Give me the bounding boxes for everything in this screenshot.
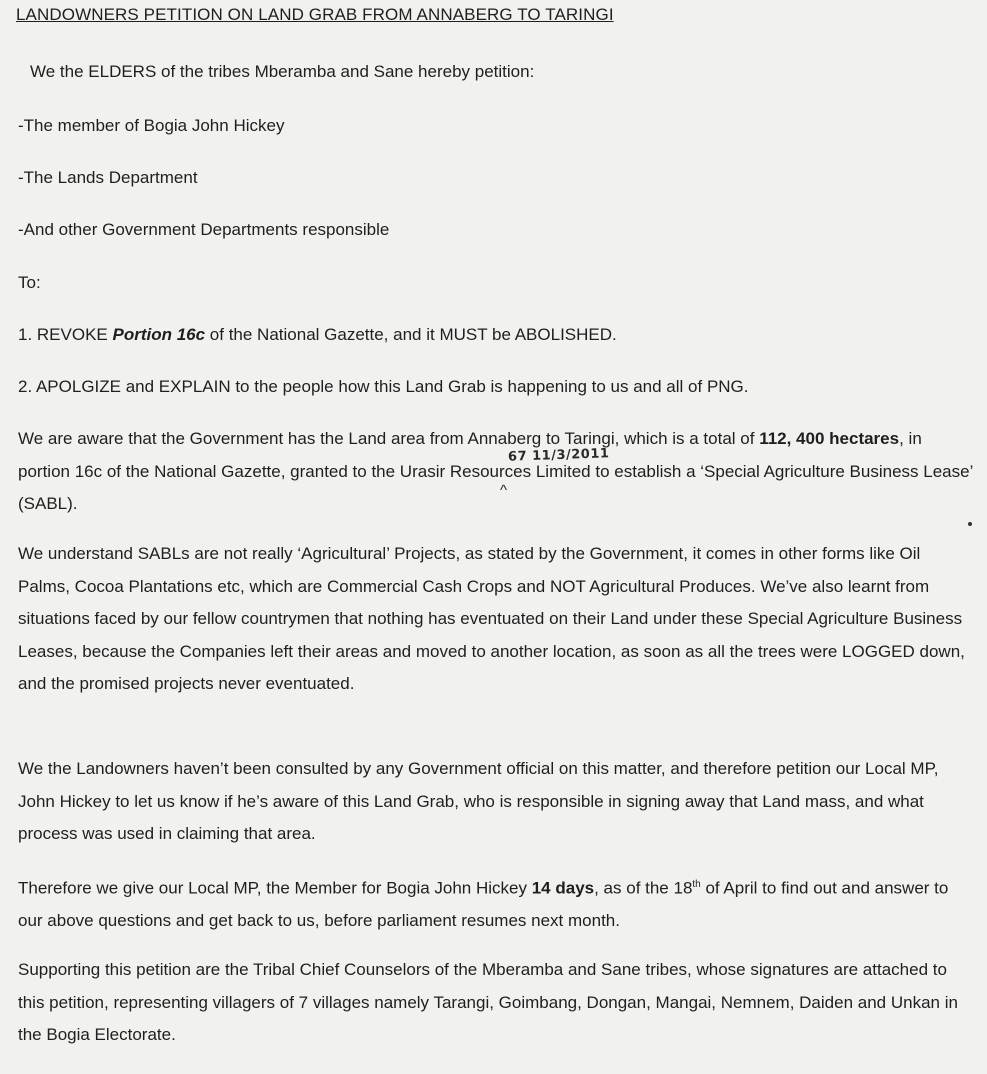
demand-1-suffix: of the National Gazette, and it MUST be ABOLISHED. [205, 325, 617, 344]
intro-line: We the ELDERS of the tribes Mberamba and Sane hereby petition: [30, 62, 535, 81]
demand-1-prefix: 1. REVOKE [18, 325, 113, 344]
recipient-item: -The member of Bogia John Hickey [18, 116, 285, 135]
paragraph-understand: We understand SABLs are not really ‘Agricultural’ Projects, as stated by the Government, it comes in other forms like Oil Palms, Cocoa Plantations etc, which are Commercial Cash Crops and NOT Agricultural Produces. We’ve also learnt from situations faced by our fellow countrymen that nothing has eventuated on their Land under these Special Agriculture Business Leases, because the Companies left their areas and moved to another location, as soon as all the trees were LOGGED down, and the promised projects never eventuated. [18, 544, 965, 693]
recipient-item: -And other Government Departments responsible [18, 220, 390, 239]
recipient-item: -The Lands Department [18, 168, 198, 187]
document-title: LANDOWNERS PETITION ON LAND GRAB FROM ANNABERG TO TARINGI [16, 5, 614, 24]
deadline-part1: Therefore we give our Local MP, the Member for Bogia John Hickey [18, 878, 532, 898]
deadline-part3: of April to find out and answer to our above questions and get back to us, before parliament resumes next month. [18, 878, 949, 931]
paragraph-deadline [18, 869, 973, 938]
aware-hectares: 112, 400 hectares [759, 429, 900, 448]
deadline-sup: th [692, 879, 701, 890]
handwritten-note: 67 11/3/2011 [507, 446, 610, 465]
demand-1 [18, 325, 617, 345]
paragraph-supporting: Supporting this petition are the Tribal Chief Counselors of the Mberamba and Sane tribes, whose signatures are attached to this petition, representing villagers of 7 villages namely Tarangi, Goimbang, Dongan, Mangai, Nemnem, Daiden and Unkan in the Bogia Electorate. [18, 960, 958, 1044]
deadline-days: 14 days [531, 878, 595, 898]
paragraph-consulted: We the Landowners haven’t been consulted by any Government official on this matter, and therefore petition our Local MP, John Hickey to let us know if he’s aware of this Land Grab, who is responsible in signing away that Land mass, and what process was used in claiming that area. [18, 759, 939, 843]
aware-part2: , in portion 16c of the National Gazette, granted to the Urasir Resources Limited to establish a ‘Special Agriculture Business Lease’ (SABL). [18, 429, 973, 513]
scan-speck [968, 522, 972, 526]
demand-2: 2. APOLGIZE and EXPLAIN to the people how this Land Grab is happening to us and all of PNG. [18, 377, 749, 396]
handwritten-caret-icon: ^ [500, 482, 508, 499]
aware-part1: We are aware that the Government has the Land area from Annaberg to Taringi, which is a total of [18, 429, 760, 448]
paragraph-aware [18, 423, 973, 521]
to-label: To: [18, 273, 41, 292]
deadline-part2: , as of the 18 [594, 878, 693, 898]
demand-1-emphasis: Portion 16c [112, 325, 206, 344]
